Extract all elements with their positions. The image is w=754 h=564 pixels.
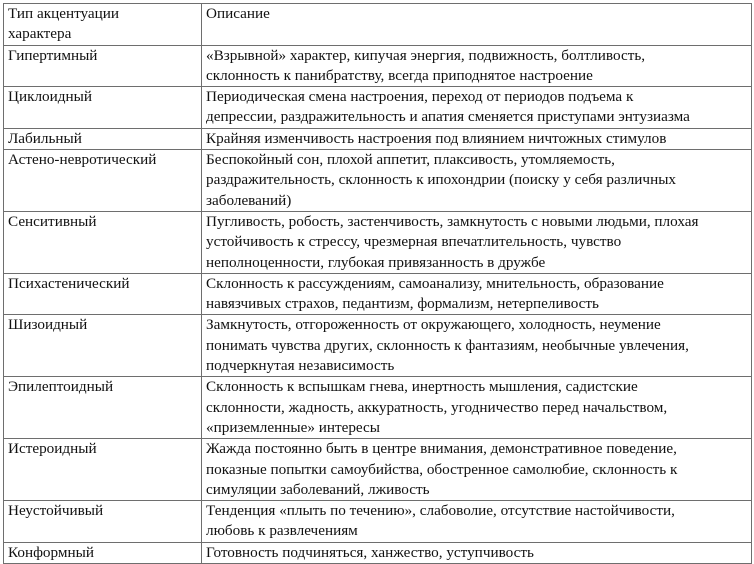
table-body: [4, 4, 752, 564]
type-cell: [4, 501, 202, 543]
description-line: Жажда постоянно быть в центре внимания, демонстративное поведение,: [206, 440, 677, 458]
type-cell: [4, 542, 202, 563]
type-cell: [4, 439, 202, 501]
description-line: Склонность к вспышкам гнева, инертность мышления, садистские: [206, 378, 638, 396]
description-line: раздражительность, склонность к ипохондрии (поиску у себя различных: [206, 171, 676, 189]
description-line: Тенденция «плыть по течению», слабоволие, отсутствие настойчивости,: [206, 502, 675, 520]
description-line: «Взрывной» характер, кипучая энергия, подвижность, болтливость,: [206, 46, 646, 64]
description-line: Беспокойный сон, плохой аппетит, плаксивость, утомляемость,: [206, 151, 615, 169]
accentuation-table: [3, 3, 752, 564]
table-row: [4, 150, 752, 212]
table-row: [4, 211, 752, 273]
description-line: устойчивость к стрессу, чрезмерная впечатлительность, чувство: [206, 233, 622, 251]
description-cell: [202, 439, 752, 501]
type-label: Неустойчивый: [8, 502, 104, 520]
table-row: [4, 439, 752, 501]
type-cell: [4, 128, 202, 149]
table-row: [4, 542, 752, 563]
type-label: Шизоидный: [8, 316, 88, 334]
description-line: навязчивых страхов, педантизм, формализм, нетерпеливость: [206, 295, 599, 313]
table-row: [4, 501, 752, 543]
description-cell: [202, 150, 752, 212]
description-line: понимать чувства других, склонность к фантазиям, необычные увлечения,: [206, 336, 689, 354]
header-description-line: Описание: [206, 5, 270, 22]
header-type-cell: [4, 4, 202, 46]
description-cell: [202, 273, 752, 315]
type-cell: [4, 273, 202, 315]
type-cell: [4, 150, 202, 212]
type-cell: [4, 315, 202, 377]
document-page: [3, 3, 751, 564]
description-line: «приземленные» интересы: [206, 418, 380, 436]
description-cell: [202, 211, 752, 273]
header-description-cell: [202, 4, 752, 46]
description-line: Готовность подчиняться, ханжество, уступчивость: [206, 543, 534, 561]
description-cell: [202, 501, 752, 543]
header-type-line: характера: [8, 25, 72, 43]
table-row: [4, 273, 752, 315]
header-type-line: Тип акцентуации: [8, 5, 120, 22]
description-cell: [202, 542, 752, 563]
description-line: Склонность к рассуждениям, самоанализу, мнительность, образование: [206, 274, 664, 292]
type-label: Гипертимный: [8, 46, 98, 64]
table-row: [4, 45, 752, 87]
description-cell: [202, 315, 752, 377]
table-row: [4, 128, 752, 149]
table-row: [4, 87, 752, 129]
description-line: показные попытки самоубийства, обостренное самолюбие, склонность к: [206, 460, 678, 478]
type-label: Астено-невротический: [8, 151, 157, 169]
description-line: склонности, жадность, аккуратность, угодничество перед начальством,: [206, 398, 668, 416]
description-line: Периодическая смена настроения, переход от периодов подъема к: [206, 88, 634, 106]
type-cell: [4, 377, 202, 439]
description-cell: [202, 377, 752, 439]
description-line: любовь к развлечениям: [206, 522, 358, 540]
table-header-row: [4, 4, 752, 46]
type-cell: [4, 211, 202, 273]
type-label: Сенситивный: [8, 212, 97, 230]
description-line: подчеркнутая независимость: [206, 357, 395, 375]
description-line: заболеваний): [206, 191, 292, 209]
table-row: [4, 377, 752, 439]
type-label: Истероидный: [8, 440, 97, 458]
description-line: симуляции заболеваний, лживость: [206, 480, 430, 498]
description-line: Замкнутость, отгороженность от окружающего, холодность, неумение: [206, 316, 661, 334]
type-label: Конформный: [8, 543, 94, 561]
description-line: Крайняя изменчивость настроения под влиянием ничтожных стимулов: [206, 129, 667, 147]
type-label: Лабильный: [8, 129, 82, 147]
description-cell: [202, 128, 752, 149]
type-cell: [4, 45, 202, 87]
description-cell: [202, 87, 752, 129]
type-cell: [4, 87, 202, 129]
type-label: Циклоидный: [8, 88, 92, 106]
description-line: неполноценности, глубокая привязанность в дружбе: [206, 253, 546, 271]
description-line: склонность к панибратству, всегда приподнятое настроение: [206, 66, 593, 84]
description-line: Пугливость, робость, застенчивость, замкнутость с новыми людьми, плохая: [206, 212, 699, 230]
type-label: Психастенический: [8, 274, 130, 292]
type-label: Эпилептоидный: [8, 378, 114, 396]
description-cell: [202, 45, 752, 87]
table-row: [4, 315, 752, 377]
description-line: депрессии, раздражительность и апатия сменяется приступами энтузиазма: [206, 108, 690, 126]
